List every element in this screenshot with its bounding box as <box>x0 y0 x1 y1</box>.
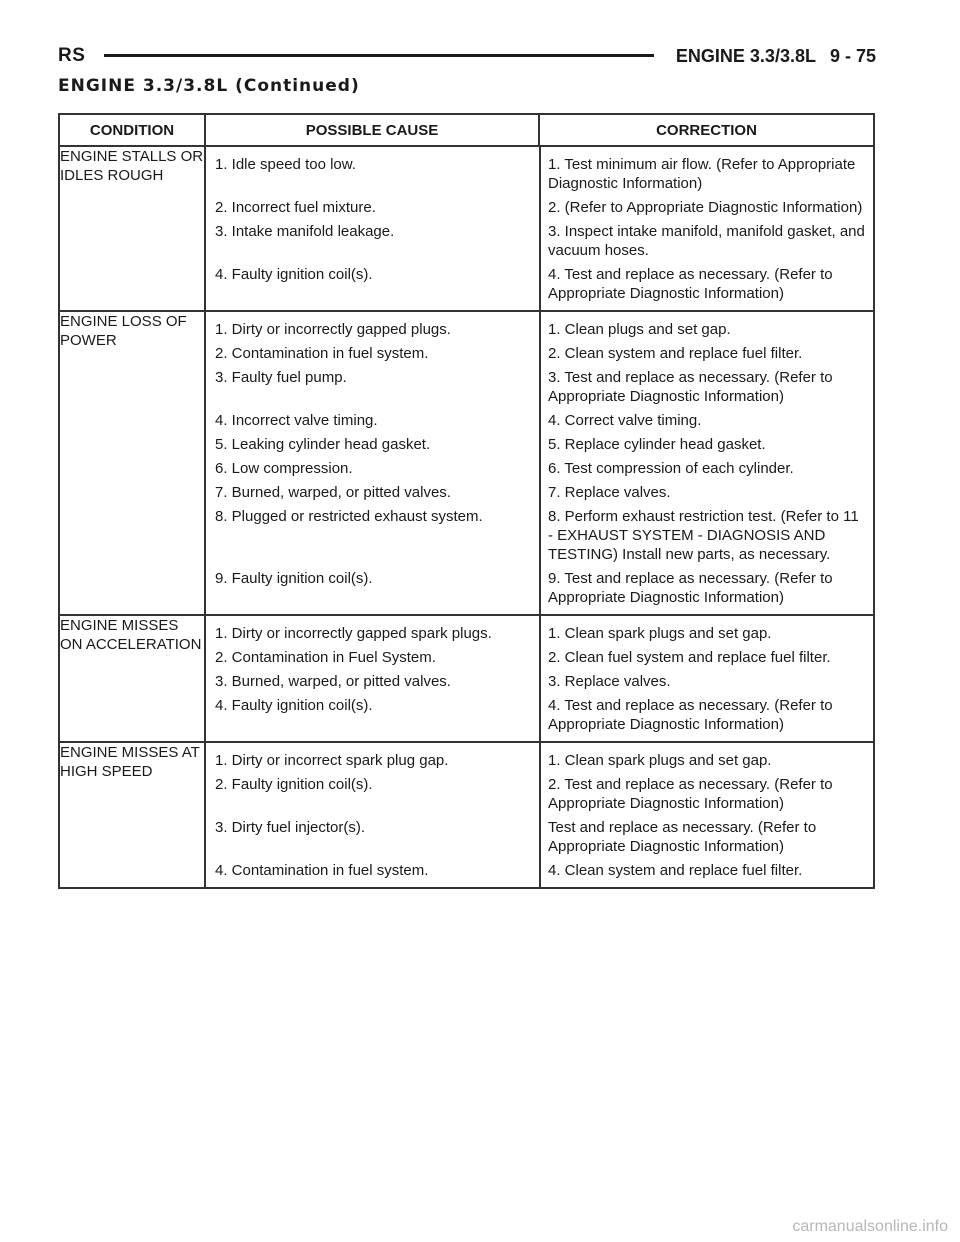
possible-cause: 1. Dirty or incorrect spark plug gap. <box>215 752 449 769</box>
condition-cell: ENGINE LOSS OF POWER <box>59 311 205 615</box>
table-row <box>59 742 874 888</box>
header-section-title: ENGINE 3.3/3.8L <box>675 46 816 66</box>
possible-cause: 3. Intake manifold leakage. <box>215 223 395 240</box>
column-divider <box>539 147 541 310</box>
correction: 1. Test minimum air flow. (Refer to Appropriate Diagnostic Information) <box>548 156 856 192</box>
possible-cause: 4. Faulty ignition coil(s). <box>215 697 373 714</box>
correction: 9. Test and replace as necessary. (Refer to Appropriate Diagnostic Information) <box>548 570 833 606</box>
correction: 5. Replace cylinder head gasket. <box>548 436 766 453</box>
possible-cause: 2. Contamination in Fuel System. <box>215 649 436 666</box>
possible-cause: 6. Low compression. <box>215 460 353 477</box>
correction: 7. Replace valves. <box>548 484 671 501</box>
correction: 1. Clean plugs and set gap. <box>548 321 731 338</box>
correction: 2. Clean system and replace fuel filter. <box>548 345 803 362</box>
possible-cause: 8. Plugged or restricted exhaust system. <box>215 508 483 525</box>
condition-cell: ENGINE MISSES ON ACCELERATION <box>59 615 205 742</box>
possible-cause: 7. Burned, warped, or pitted valves. <box>215 484 451 501</box>
header-right <box>676 44 876 68</box>
watermark: carmanualsonline.info <box>792 1218 948 1235</box>
correction: 4. Test and replace as necessary. (Refer to Appropriate Diagnostic Information) <box>548 266 833 302</box>
header-rule <box>104 54 654 57</box>
column-divider <box>539 312 541 614</box>
correction: 1. Clean spark plugs and set gap. <box>548 625 772 642</box>
correction: 2. Test and replace as necessary. (Refer to Appropriate Diagnostic Information) <box>548 776 833 812</box>
possible-cause: 3. Burned, warped, or pitted valves. <box>215 673 451 690</box>
possible-cause: 5. Leaking cylinder head gasket. <box>215 436 431 453</box>
correction: 3. Test and replace as necessary. (Refer to Appropriate Diagnostic Information) <box>548 369 833 405</box>
cause-correction-group <box>205 615 874 742</box>
column-header-cause: POSSIBLE CAUSE <box>205 114 539 146</box>
correction: 4. Correct valve timing. <box>548 412 702 429</box>
column-divider <box>539 743 541 887</box>
manual-code: RS <box>58 45 86 66</box>
correction: 4. Clean system and replace fuel filter. <box>548 862 803 879</box>
table-header-row <box>59 114 874 146</box>
correction: 3. Replace valves. <box>548 673 671 690</box>
diagnosis-table <box>58 113 875 889</box>
possible-cause: 2. Incorrect fuel mixture. <box>215 199 376 216</box>
cause-correction-group <box>205 146 874 311</box>
correction: 8. Perform exhaust restriction test. (Refer to 11 - EXHAUST SYSTEM - DIAGNOSIS AND TESTING) Install new parts, as necessary. <box>548 508 859 563</box>
column-divider <box>539 616 541 741</box>
condition-cell: ENGINE MISSES AT HIGH SPEED <box>59 742 205 888</box>
correction: Test and replace as necessary. (Refer to Appropriate Diagnostic Information) <box>548 819 817 855</box>
table-row <box>59 146 874 311</box>
condition-cell: ENGINE STALLS OR IDLES ROUGH <box>59 146 205 311</box>
possible-cause: 1. Dirty or incorrectly gapped plugs. <box>215 321 451 338</box>
page-number: 9 - 75 <box>829 46 876 66</box>
table-row <box>59 311 874 615</box>
possible-cause: 4. Incorrect valve timing. <box>215 412 378 429</box>
possible-cause: 1. Idle speed too low. <box>215 156 356 173</box>
cause-correction-group <box>205 742 874 888</box>
possible-cause: 3. Faulty fuel pump. <box>215 369 347 386</box>
table-row <box>59 615 874 742</box>
correction: 2. Clean fuel system and replace fuel filter. <box>548 649 831 666</box>
possible-cause: 4. Contamination in fuel system. <box>215 862 429 879</box>
possible-cause: 9. Faulty ignition coil(s). <box>215 570 373 587</box>
possible-cause: 2. Contamination in fuel system. <box>215 345 429 362</box>
cause-correction-group <box>205 311 874 615</box>
correction: 1. Clean spark plugs and set gap. <box>548 752 772 769</box>
correction: 3. Inspect intake manifold, manifold gasket, and vacuum hoses. <box>548 223 865 259</box>
table-body <box>59 146 874 888</box>
correction: 4. Test and replace as necessary. (Refer to Appropriate Diagnostic Information) <box>548 697 833 733</box>
section-title: ENGINE 3.3/3.8L (Continued) <box>58 76 360 96</box>
possible-cause: 3. Dirty fuel injector(s). <box>215 819 366 836</box>
possible-cause: 1. Dirty or incorrectly gapped spark plugs. <box>215 625 492 642</box>
possible-cause: 4. Faulty ignition coil(s). <box>215 266 373 283</box>
possible-cause: 2. Faulty ignition coil(s). <box>215 776 373 793</box>
correction: 2. (Refer to Appropriate Diagnostic Information) <box>548 199 863 216</box>
correction: 6. Test compression of each cylinder. <box>548 460 794 477</box>
page-header <box>58 44 876 72</box>
column-header-correction: CORRECTION <box>539 114 874 146</box>
column-header-condition: CONDITION <box>59 114 205 146</box>
